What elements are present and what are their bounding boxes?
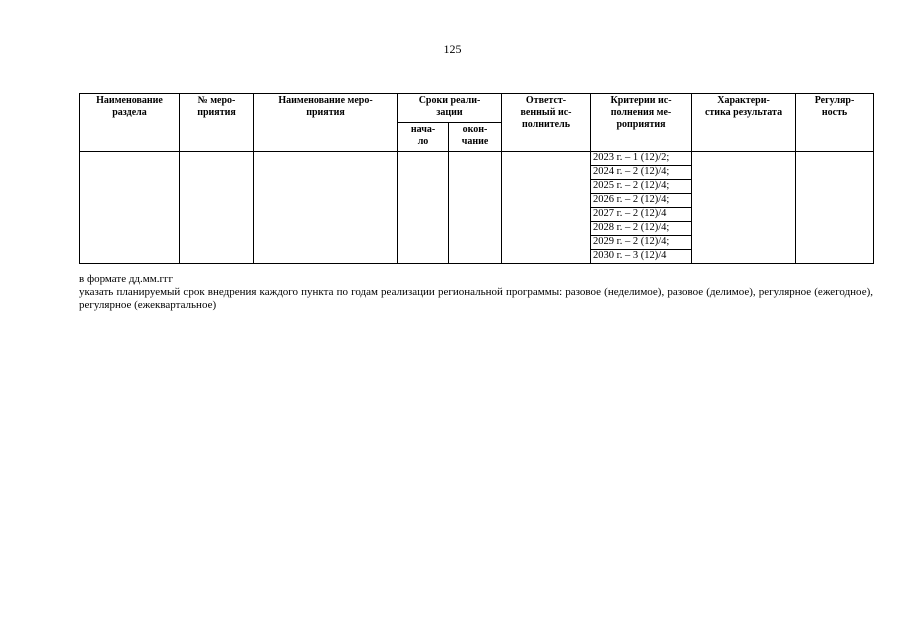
header-result: Характери- стика результата (692, 94, 796, 152)
cell-criteria (591, 152, 692, 264)
header-measure-name: Наименование меро- приятия (254, 94, 398, 152)
header-term-start: нача- ло (398, 123, 449, 152)
criteria-list (591, 152, 691, 263)
criteria-item: 2023 г. – 1 (12)/2; (591, 152, 691, 166)
note-instruction: указать планируемый срок внедрения каждого пункта по годам реализации региональной программы: разовое (неделимое), разовое (делимое), регулярное (ежегодное), регулярное (ежеквартальное) (79, 286, 873, 311)
header-section-name: Наименование раздела (80, 94, 180, 152)
cell-term-start (398, 152, 449, 264)
page-number: 125 (443, 42, 462, 56)
cell-responsible (502, 152, 591, 264)
header-criteria: Критерии ис- полнения ме- роприятия (591, 94, 692, 152)
table-header-row (80, 94, 874, 123)
cell-measure-name (254, 152, 398, 264)
cell-regularity (796, 152, 874, 264)
footnotes (79, 273, 873, 312)
table-row (80, 152, 874, 264)
note-date-format: в формате дд.мм.ггг (79, 273, 173, 285)
cell-section-name (80, 152, 180, 264)
header-regularity: Регуляр- ность (796, 94, 874, 152)
cell-measure-number (180, 152, 254, 264)
cell-result (692, 152, 796, 264)
header-term-end: окон- чание (449, 123, 502, 152)
criteria-item: 2027 г. – 2 (12)/4 (591, 208, 691, 222)
criteria-item: 2028 г. – 2 (12)/4; (591, 222, 691, 236)
header-terms: Сроки реали- зации (398, 94, 502, 123)
header-responsible: Ответст- венный ис- полнитель (502, 94, 591, 152)
measures-table (79, 93, 874, 264)
criteria-item: 2025 г. – 2 (12)/4; (591, 180, 691, 194)
cell-term-end (449, 152, 502, 264)
criteria-item: 2029 г. – 2 (12)/4; (591, 236, 691, 250)
criteria-item: 2024 г. – 2 (12)/4; (591, 166, 691, 180)
criteria-item: 2030 г. – 3 (12)/4 (593, 250, 667, 261)
criteria-item: 2026 г. – 2 (12)/4; (591, 194, 691, 208)
header-measure-number: № меро- приятия (180, 94, 254, 152)
